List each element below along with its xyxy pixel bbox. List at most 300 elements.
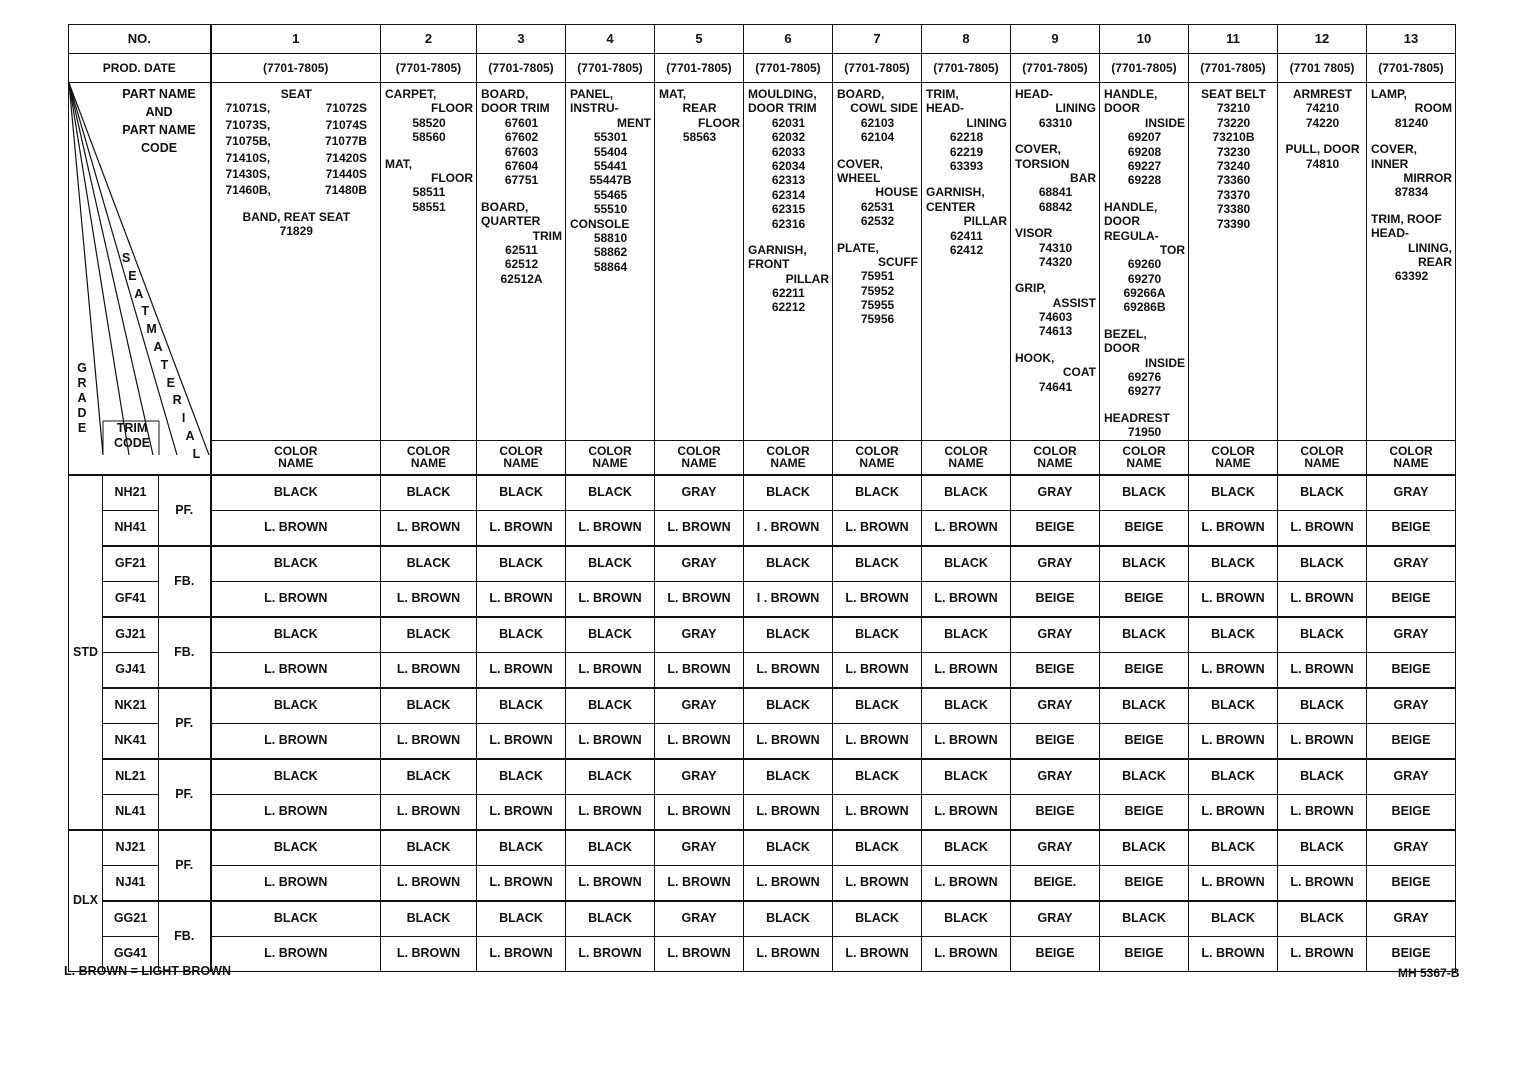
color-name-header: COLOR NAME <box>211 440 381 475</box>
part-line: SEAT BELT <box>1201 87 1266 101</box>
color-cell: L. BROWN <box>477 865 566 901</box>
part-line: 75955 <box>860 298 895 313</box>
color-cell: L. BROWN <box>1278 936 1367 971</box>
color-cell: GRAY <box>1367 830 1456 866</box>
part-list-col-4 <box>566 83 655 441</box>
part-line: 62314 <box>771 187 806 202</box>
part-line: CENTER <box>926 199 976 214</box>
column-prod-date: (7701-7805) <box>1367 54 1456 83</box>
part-line: 62411 <box>950 228 983 243</box>
color-cell: BLACK <box>1100 546 1189 582</box>
color-cell: GRAY <box>655 759 744 795</box>
part-line: REAR <box>682 101 717 116</box>
color-cell: BLACK <box>1278 759 1367 795</box>
color-cell: L. BROWN <box>1278 510 1367 546</box>
color-cell: L. BROWN <box>211 510 381 546</box>
table-row <box>69 546 1456 582</box>
part-line: 74210 <box>1305 101 1340 116</box>
part-line: DOOR TRIM <box>748 101 817 116</box>
part-line: 55441 <box>593 158 628 173</box>
part-line: DOOR TRIM <box>481 101 550 116</box>
color-cell: GRAY <box>655 901 744 937</box>
color-cell: BLACK <box>477 546 566 582</box>
part-code: 71071S, <box>225 101 271 116</box>
color-cell: BLACK <box>833 901 922 937</box>
color-cell: BLACK <box>922 901 1011 937</box>
color-cell: BLACK <box>566 901 655 937</box>
table-row <box>69 723 1456 759</box>
column-number: 7 <box>833 25 922 54</box>
part-line: 75952 <box>860 283 895 298</box>
color-cell: BLACK <box>1278 830 1367 866</box>
color-cell: GRAY <box>1011 901 1100 937</box>
part-line: 69208 <box>1127 144 1162 159</box>
color-cell: BLACK <box>211 901 381 937</box>
color-cell: GRAY <box>1011 617 1100 653</box>
part-line: CARPET, <box>385 87 437 101</box>
color-cell: BLACK <box>477 901 566 937</box>
part-line: 69227 <box>1127 158 1162 173</box>
part-line: 58810 <box>593 230 628 245</box>
part-line: 74613 <box>1038 324 1073 339</box>
part-line: HANDLE, <box>1104 87 1158 101</box>
part-line: 62219 <box>949 144 984 159</box>
part-line: 73210B <box>1212 130 1255 145</box>
color-cell: L. BROWN <box>1189 936 1278 971</box>
part-code: 71410S, <box>225 150 271 165</box>
part-code: 71480B <box>324 183 367 198</box>
color-name-header: COLOR NAME <box>1189 440 1278 475</box>
part-line: MAT, <box>659 87 687 101</box>
part-line: PLATE, <box>837 240 879 255</box>
part-list-col-1: SEAT 71071S, 71072S 71073S, 71074S 71075B, 71077B 71410S, 71420S 71430S, 71440S 71460B, 71480B BAND, REAT SEAT 71829 <box>211 83 381 441</box>
color-cell: BEIGE <box>1367 652 1456 688</box>
part-line: 75956 <box>860 312 895 327</box>
color-cell: L. BROWN <box>655 936 744 971</box>
color-name-header: COLOR NAME <box>922 440 1011 475</box>
column-number: 5 <box>655 25 744 54</box>
trim-code-label: TRIM CODE <box>113 421 151 450</box>
table-row <box>69 794 1456 830</box>
part-line: INNER <box>1371 156 1409 171</box>
color-name-header: COLOR NAME <box>1100 440 1189 475</box>
part-line: 62034 <box>771 158 806 173</box>
part-line: INSTRU- <box>570 101 619 116</box>
seat-material: PF. <box>159 688 211 759</box>
color-cell: BLACK <box>833 475 922 511</box>
part-line: 71950 <box>1127 425 1162 440</box>
color-cell: BLACK <box>922 688 1011 724</box>
part-line: 68841 <box>1038 185 1073 200</box>
color-cell: BLACK <box>1278 617 1367 653</box>
figure-reference: MH 5367-B <box>1398 966 1460 980</box>
part-line: MIRROR <box>1403 170 1452 185</box>
seat-material: PF. <box>159 475 211 546</box>
color-cell: BLACK <box>211 759 381 795</box>
column-number: 9 <box>1011 25 1100 54</box>
column-prod-date: (7701-7805) <box>833 54 922 83</box>
color-cell: BEIGE <box>1100 936 1189 971</box>
color-cell: BLACK <box>211 617 381 653</box>
color-cell: L. BROWN <box>211 936 381 971</box>
part-line: BOARD, <box>481 199 529 214</box>
part-line: WHEEL <box>837 170 881 185</box>
part-line: HEAD- <box>926 101 964 116</box>
color-cell: L. BROWN <box>477 581 566 617</box>
color-cell: BEIGE <box>1011 936 1100 971</box>
part-line: 75951 <box>860 269 895 284</box>
part-line: ARMREST <box>1292 87 1353 101</box>
color-cell: L. BROWN <box>833 865 922 901</box>
part-line: 81240 <box>1394 115 1429 130</box>
part-line: LAMP, <box>1371 87 1407 101</box>
part-line: HEADREST <box>1104 410 1171 425</box>
part-list-col-10 <box>1100 83 1189 441</box>
color-cell: BLACK <box>477 617 566 653</box>
part-line: LINING <box>1055 101 1096 116</box>
trim-code: GJ41 <box>103 652 159 688</box>
color-cell: BLACK <box>566 546 655 582</box>
color-cell: L. BROWN <box>381 723 477 759</box>
part-line: TRIM <box>532 228 562 243</box>
part-line: 62212 <box>771 300 806 315</box>
part-list-col-5 <box>655 83 744 441</box>
part-line: 74810 <box>1305 156 1340 171</box>
color-name-header: COLOR NAME <box>1367 440 1456 475</box>
part-line: MAT, <box>385 156 413 171</box>
color-cell: L. BROWN <box>566 652 655 688</box>
part-line: 62512A <box>500 271 543 286</box>
color-cell: BLACK <box>833 830 922 866</box>
color-cell: BLACK <box>1189 688 1278 724</box>
color-cell: BEIGE <box>1100 510 1189 546</box>
part-line: 58563 <box>682 130 717 145</box>
part-code: 71073S, <box>225 117 271 132</box>
column-number: 3 <box>477 25 566 54</box>
column-number: 10 <box>1100 25 1189 54</box>
part-line: TRIM, <box>926 87 959 101</box>
color-cell: L. BROWN <box>1189 723 1278 759</box>
table-row <box>69 617 1456 653</box>
color-cell: BLACK <box>1100 901 1189 937</box>
part-line: 73210 <box>1216 101 1251 116</box>
column-prod-date: (7701-7805) <box>566 54 655 83</box>
seat-material: FB. <box>159 617 211 688</box>
column-number: 11 <box>1189 25 1278 54</box>
trim-code: NJ41 <box>103 865 159 901</box>
color-cell: BLACK <box>833 759 922 795</box>
trim-code: GG41 <box>103 936 159 971</box>
part-list-col-7 <box>833 83 922 441</box>
part-line: 58520 <box>412 115 446 130</box>
trim-code: NL41 <box>103 794 159 830</box>
color-cell: GRAY <box>1367 617 1456 653</box>
part-line: 58560 <box>412 130 446 145</box>
part-line: COVER, <box>837 156 884 171</box>
part-list-col-11 <box>1189 83 1278 441</box>
color-cell: BLACK <box>1189 546 1278 582</box>
color-cell: GRAY <box>1011 830 1100 866</box>
part-line: 69277 <box>1127 384 1162 399</box>
column-prod-date: (7701-7805) <box>1100 54 1189 83</box>
column-prod-date: (7701-7805) <box>1189 54 1278 83</box>
color-cell: L. BROWN <box>922 723 1011 759</box>
part-line: GARNISH, <box>748 242 807 257</box>
part-line: 74310 <box>1038 240 1073 255</box>
color-cell: BEIGE <box>1367 581 1456 617</box>
part-line: 62104 <box>860 130 895 145</box>
color-cell: L. BROWN <box>381 510 477 546</box>
part-line: 69276 <box>1127 370 1162 385</box>
color-cell: L. BROWN <box>566 936 655 971</box>
color-name-header: COLOR NAME <box>381 440 477 475</box>
trim-code: GF21 <box>103 546 159 582</box>
color-cell: GRAY <box>1011 688 1100 724</box>
color-cell: BLACK <box>1278 688 1367 724</box>
color-cell: L. BROWN <box>477 510 566 546</box>
color-cell: BLACK <box>744 759 833 795</box>
trim-code: GG21 <box>103 901 159 937</box>
color-cell: BLACK <box>922 759 1011 795</box>
color-cell: BLACK <box>1100 475 1189 511</box>
color-cell: L. BROWN <box>1278 581 1367 617</box>
table-row <box>69 510 1456 546</box>
color-cell: BEIGE <box>1367 723 1456 759</box>
color-name-header: COLOR NAME <box>833 440 922 475</box>
color-cell: BLACK <box>1100 759 1189 795</box>
part-line: 67601 <box>504 115 539 130</box>
part-line: 67603 <box>504 144 539 159</box>
part-line: 62031 <box>771 115 806 130</box>
color-cell: BLACK <box>744 688 833 724</box>
color-cell: GRAY <box>1367 901 1456 937</box>
part-line: HOUSE <box>875 185 918 200</box>
part-code: 71077B <box>324 134 367 149</box>
part-line: 55301 <box>593 130 628 145</box>
trim-code: NH41 <box>103 510 159 546</box>
color-cell: BLACK <box>1100 830 1189 866</box>
color-name-header: COLOR NAME <box>566 440 655 475</box>
color-cell: L. BROWN <box>566 865 655 901</box>
part-name-label: PART NAME AND PART NAME CODE <box>122 87 196 155</box>
part-line: 73390 <box>1216 216 1251 231</box>
color-cell: BLACK <box>211 475 381 511</box>
part-line: 69266A <box>1123 286 1166 301</box>
part-line: HANDLE, <box>1104 199 1158 214</box>
part-line: 74220 <box>1305 115 1340 130</box>
color-cell: BEIGE <box>1367 510 1456 546</box>
color-cell: BLACK <box>566 475 655 511</box>
part-line: 69207 <box>1127 130 1162 145</box>
color-cell: L. BROWN <box>381 936 477 971</box>
part-line: 58864 <box>593 259 628 274</box>
seat-material: FB. <box>159 546 211 617</box>
part-line: 58551 <box>412 199 446 214</box>
part-line: 62218 <box>949 130 984 145</box>
part-line: FLOOR <box>698 115 740 130</box>
seat-material: PF. <box>159 759 211 830</box>
color-name-header: COLOR NAME <box>744 440 833 475</box>
part-line: 62512 <box>504 257 539 272</box>
color-cell: GRAY <box>1011 759 1100 795</box>
color-cell: BLACK <box>381 759 477 795</box>
trim-color-table <box>68 24 1456 972</box>
part-line: 68842 <box>1038 199 1073 214</box>
color-cell: L. BROWN <box>566 581 655 617</box>
color-cell: L. BROWN <box>477 652 566 688</box>
part-line: 62532 <box>860 214 895 229</box>
part-list-col-13 <box>1367 83 1456 441</box>
color-name-header: COLOR NAME <box>477 440 566 475</box>
color-cell: BLACK <box>477 759 566 795</box>
part-line: BEZEL, <box>1104 326 1147 341</box>
part-line: HOOK, <box>1015 350 1055 365</box>
color-cell: L. BROWN <box>655 794 744 830</box>
color-cell: BEIGE <box>1100 652 1189 688</box>
color-cell: BLACK <box>922 475 1011 511</box>
part-line: 69286B <box>1123 300 1166 315</box>
part-line: COVER, <box>1015 142 1062 157</box>
table-row <box>69 652 1456 688</box>
color-cell: GRAY <box>1011 546 1100 582</box>
part-code: 71430S, <box>225 166 271 181</box>
part-line: 74320 <box>1038 254 1073 269</box>
column-number: 2 <box>381 25 477 54</box>
part-list-col-12 <box>1278 83 1367 441</box>
part-line: TORSION <box>1015 156 1070 171</box>
column-prod-date: (7701-7805) <box>744 54 833 83</box>
column-prod-date: (7701-7805) <box>922 54 1011 83</box>
part-line: DOOR <box>1104 341 1140 356</box>
part-line: 69270 <box>1127 271 1162 286</box>
part-line: 62316 <box>771 216 806 231</box>
part-line: DOOR <box>1104 101 1140 116</box>
column-number: 13 <box>1367 25 1456 54</box>
color-cell: BLACK <box>1189 830 1278 866</box>
color-cell: L. BROWN <box>922 510 1011 546</box>
color-cell: BEIGE <box>1367 865 1456 901</box>
part-code: 71072S <box>325 101 367 116</box>
part-code: 71074S <box>325 117 367 132</box>
part-line: 62313 <box>771 173 806 188</box>
part-line: PULL, DOOR <box>1285 142 1360 157</box>
color-cell: BEIGE <box>1011 723 1100 759</box>
part-line: 63393 <box>949 158 984 173</box>
color-cell: L. BROWN <box>381 865 477 901</box>
grade-dlx: DLX <box>69 830 103 972</box>
color-cell: BLACK <box>381 546 477 582</box>
part-line: 55404 <box>593 144 628 159</box>
color-cell: BLACK <box>922 617 1011 653</box>
color-name-header: COLOR NAME <box>1278 440 1367 475</box>
color-cell: BLACK <box>381 617 477 653</box>
color-cell: L. BROWN <box>922 865 1011 901</box>
part-line: QUARTER <box>481 214 541 229</box>
color-cell: BEIGE <box>1100 723 1189 759</box>
trim-code: GF41 <box>103 581 159 617</box>
color-cell: L. BROWN <box>211 865 381 901</box>
part-code: 71460B, <box>225 183 271 198</box>
color-cell: L. BROWN <box>744 865 833 901</box>
part-line: BAR <box>1070 170 1096 185</box>
part-line: 62211 <box>772 286 805 301</box>
color-cell: L. BROWN <box>833 794 922 830</box>
part-line: 73380 <box>1216 202 1251 217</box>
color-cell: L. BROWN <box>655 865 744 901</box>
part-code: 71075B, <box>225 134 271 149</box>
part-line: REAR <box>1417 254 1452 269</box>
color-cell: BLACK <box>744 617 833 653</box>
table-row <box>69 688 1456 724</box>
color-cell: BLACK <box>1100 617 1189 653</box>
part-line: VISOR <box>1015 226 1053 241</box>
color-cell: L. BROWN <box>566 510 655 546</box>
part-line: 67751 <box>504 173 539 188</box>
part-line: PANEL, <box>570 87 614 101</box>
trim-code: NK21 <box>103 688 159 724</box>
color-cell: BLACK <box>1189 617 1278 653</box>
column-prod-date: (7701-7805) <box>477 54 566 83</box>
color-cell: L. BROWN <box>655 581 744 617</box>
part-line: TOR <box>1159 242 1185 257</box>
color-cell: GRAY <box>1011 475 1100 511</box>
color-cell: BLACK <box>381 830 477 866</box>
part-line: 58862 <box>593 245 628 260</box>
part-line: HEAD- <box>1371 226 1409 241</box>
color-cell: BLACK <box>477 688 566 724</box>
part-line: TRIM, ROOF <box>1371 211 1442 226</box>
color-cell: L. BROWN <box>833 936 922 971</box>
color-cell: L. BROWN <box>477 723 566 759</box>
color-cell: BEIGE. <box>1011 865 1100 901</box>
color-cell: BLACK <box>566 759 655 795</box>
color-cell: L. BROWN <box>566 723 655 759</box>
part-line: 58511 <box>412 185 446 200</box>
part-line: ASSIST <box>1052 295 1096 310</box>
color-cell: L. BROWN <box>211 723 381 759</box>
part-line: 73360 <box>1216 173 1251 188</box>
part-line: 55447B <box>589 173 632 188</box>
color-cell: L. BROWN <box>744 723 833 759</box>
part-line: COWL SIDE <box>850 101 918 116</box>
part-line: COAT <box>1062 365 1096 380</box>
part-code: 71420S <box>325 150 367 165</box>
color-cell: I . BROWN <box>744 581 833 617</box>
color-cell: GRAY <box>655 830 744 866</box>
part-line: PILLAR <box>963 214 1007 229</box>
part-line: 63392 <box>1394 269 1429 284</box>
color-cell: BLACK <box>744 546 833 582</box>
color-cell: GRAY <box>655 688 744 724</box>
color-cell: BLACK <box>744 830 833 866</box>
part-line: HEAD- <box>1015 87 1053 101</box>
column-number: 4 <box>566 25 655 54</box>
color-cell: GRAY <box>1367 546 1456 582</box>
part-line: 67604 <box>504 158 539 173</box>
color-cell: BLACK <box>381 475 477 511</box>
color-cell: BLACK <box>477 475 566 511</box>
color-cell: L. BROWN <box>477 936 566 971</box>
color-cell: BLACK <box>211 830 381 866</box>
part-line: MOULDING, <box>748 87 817 101</box>
color-cell: GRAY <box>1367 475 1456 511</box>
column-number: 8 <box>922 25 1011 54</box>
color-cell: L. BROWN <box>1189 652 1278 688</box>
part-list-col-3 <box>477 83 566 441</box>
color-cell: BLACK <box>1278 475 1367 511</box>
part-list-col-8 <box>922 83 1011 441</box>
color-cell: I . BROWN <box>744 510 833 546</box>
